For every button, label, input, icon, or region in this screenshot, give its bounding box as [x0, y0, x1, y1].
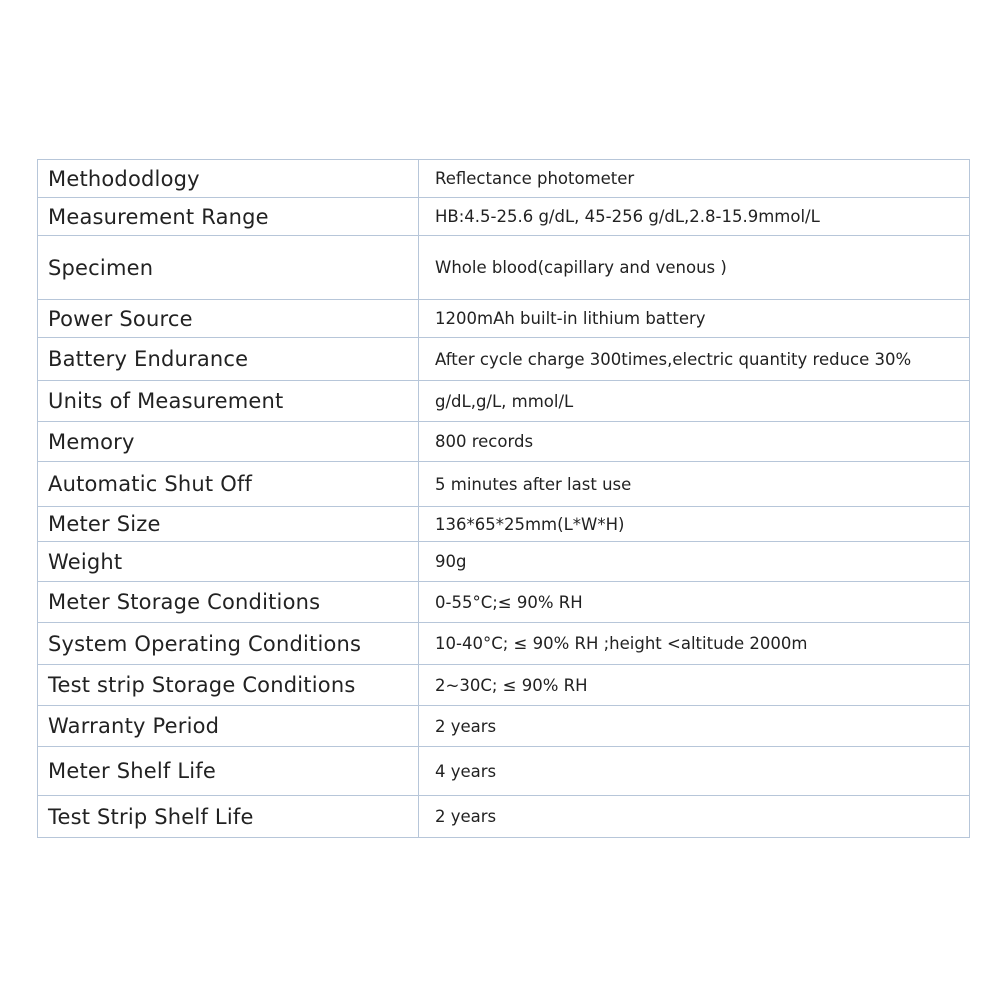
row-value: 800 records — [419, 422, 970, 462]
row-label: Test Strip Shelf Life — [38, 796, 419, 838]
row-value: 0-55°C;≤ 90% RH — [419, 582, 970, 623]
row-label: Meter Storage Conditions — [38, 582, 419, 623]
table-row — [38, 582, 970, 623]
table-row — [38, 236, 970, 300]
row-label: Weight — [38, 542, 419, 582]
table-row — [38, 623, 970, 665]
row-value: 2~30C; ≤ 90% RH — [419, 665, 970, 706]
row-value: 10-40°C; ≤ 90% RH ;height <altitude 2000m — [419, 623, 970, 665]
row-value: 1200mAh built-in lithium battery — [419, 300, 970, 338]
row-value: Whole blood(capillary and venous ) — [419, 236, 970, 300]
table-row — [38, 422, 970, 462]
table-row — [38, 160, 970, 198]
row-value: g/dL,g/L, mmol/L — [419, 381, 970, 422]
row-label: Units of Measurement — [38, 381, 419, 422]
row-label: Test strip Storage Conditions — [38, 665, 419, 706]
table-row — [38, 747, 970, 796]
row-label: Methododlogy — [38, 160, 419, 198]
row-value: 136*65*25mm(L*W*H) — [419, 507, 970, 542]
row-value: 2 years — [419, 796, 970, 838]
row-value: HB:4.5-25.6 g/dL, 45-256 g/dL,2.8-15.9mmol/L — [419, 198, 970, 236]
row-label: System Operating Conditions — [38, 623, 419, 665]
row-label: Battery Endurance — [38, 338, 419, 381]
table-row — [38, 706, 970, 747]
table-row — [38, 338, 970, 381]
row-value: 5 minutes after last use — [419, 462, 970, 507]
row-value: 2 years — [419, 706, 970, 747]
row-label: Automatic Shut Off — [38, 462, 419, 507]
table-row — [38, 507, 970, 542]
row-label: Power Source — [38, 300, 419, 338]
table-row — [38, 665, 970, 706]
row-value: Reflectance photometer — [419, 160, 970, 198]
row-label: Warranty Period — [38, 706, 419, 747]
table-row — [38, 796, 970, 838]
row-label: Memory — [38, 422, 419, 462]
row-value: 90g — [419, 542, 970, 582]
table-row — [38, 462, 970, 507]
row-label: Specimen — [38, 236, 419, 300]
row-value: 4 years — [419, 747, 970, 796]
spec-table — [37, 159, 970, 838]
row-label: Measurement Range — [38, 198, 419, 236]
table-row — [38, 381, 970, 422]
table-row — [38, 300, 970, 338]
row-label: Meter Shelf Life — [38, 747, 419, 796]
row-label: Meter Size — [38, 507, 419, 542]
table-row — [38, 542, 970, 582]
row-value: After cycle charge 300times,electric quantity reduce 30% — [419, 338, 970, 381]
table-row — [38, 198, 970, 236]
